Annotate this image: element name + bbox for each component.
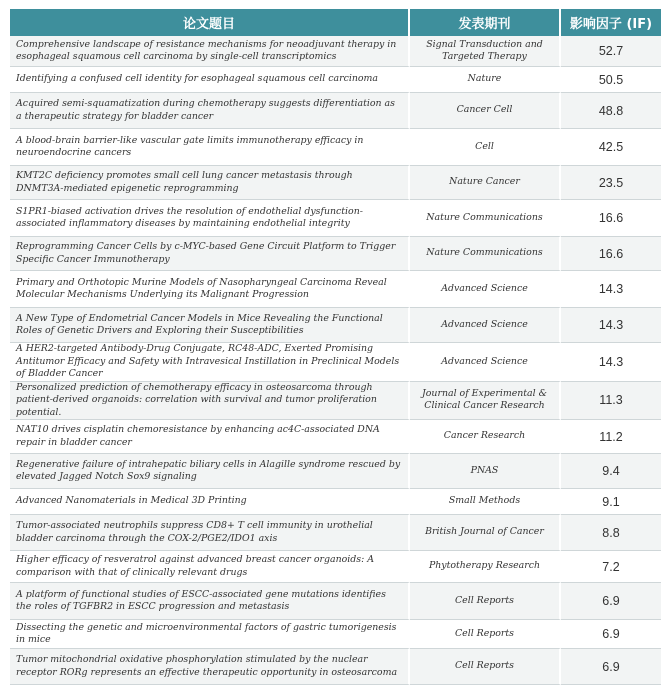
table-row: [10, 343, 661, 382]
paper-title: KMT2C deficiency promotes small cell lung cancer metastasis through DNMT3A-mediated epigenetic reprogramming: [10, 166, 410, 200]
table-row: [10, 237, 661, 271]
journal-name: Cell Reports: [410, 620, 561, 649]
paper-title: Personalized prediction of chemotherapy efficacy in osteosarcoma through patient-derived organoids: correlation with survival and tumor proliferation potential.: [10, 382, 410, 421]
table-row: [10, 649, 661, 685]
journal-name: Small Methods: [410, 489, 561, 515]
impact-factor: 9.1: [561, 489, 661, 515]
impact-factor: 23.5: [561, 166, 661, 200]
publications-table: [10, 9, 661, 685]
paper-title: Regenerative failure of intrahepatic biliary cells in Alagille syndrome rescued by elevated Jagged Notch Sox9 signaling: [10, 454, 410, 489]
table-row: [10, 129, 661, 166]
table-row: [10, 67, 661, 93]
table-row: [10, 551, 661, 583]
paper-title: Higher efficacy of resveratrol against advanced breast cancer organoids: A comparison with that of clinically relevant drugs: [10, 551, 410, 583]
journal-name: Nature Communications: [410, 237, 561, 271]
table-row: [10, 515, 661, 551]
impact-factor: 16.6: [561, 200, 661, 237]
table-row: [10, 489, 661, 515]
impact-factor: 6.9: [561, 649, 661, 685]
header-title: 论文题目: [10, 9, 410, 36]
impact-factor: 14.3: [561, 343, 661, 382]
journal-name: Nature Communications: [410, 200, 561, 237]
paper-title: Acquired semi-squamatization during chemotherapy suggests differentiation as a therapeutic strategy for bladder cancer: [10, 93, 410, 129]
journal-name: Advanced Science: [410, 343, 561, 382]
journal-name: PNAS: [410, 454, 561, 489]
paper-title: Primary and Orthotopic Murine Models of Nasopharyngeal Carcinoma Reveal Molecular Mechanisms Underlying its Malignant Progression: [10, 271, 410, 308]
impact-factor: 11.3: [561, 382, 661, 421]
journal-name: Cell Reports: [410, 649, 561, 685]
table-row: [10, 93, 661, 129]
journal-name: Cancer Cell: [410, 93, 561, 129]
paper-title: Advanced Nanomaterials in Medical 3D Printing: [10, 489, 410, 515]
table-row: [10, 308, 661, 343]
table-row: [10, 583, 661, 620]
impact-factor: 42.5: [561, 129, 661, 166]
journal-name: Nature Cancer: [410, 166, 561, 200]
impact-factor: 7.2: [561, 551, 661, 583]
journal-name: Cancer Research: [410, 420, 561, 454]
table-row: [10, 454, 661, 489]
journal-name: Cell Reports: [410, 583, 561, 620]
paper-title: NAT10 drives cisplatin chemoresistance by enhancing ac4C-associated DNA repair in bladder cancer: [10, 420, 410, 454]
paper-title: Identifying a confused cell identity for esophageal squamous cell carcinoma: [10, 67, 410, 93]
journal-name: Phytotherapy Research: [410, 551, 561, 583]
table-row: [10, 382, 661, 421]
impact-factor: 11.2: [561, 420, 661, 454]
paper-title: Tumor-associated neutrophils suppress CD8+ T cell immunity in urothelial bladder carcinoma through the COX-2/PGE2/IDO1 axis: [10, 515, 410, 551]
impact-factor: 48.8: [561, 93, 661, 129]
impact-factor: 52.7: [561, 36, 661, 67]
paper-title: Comprehensive landscape of resistance mechanisms for neoadjuvant therapy in esophageal squamous cell carcinoma by single-cell transcriptomics: [10, 36, 410, 67]
paper-title: A HER2-targeted Antibody-Drug Conjugate, RC48-ADC, Exerted Promising Antitumor Efficacy and Safety with Intravesical Instillation in Preclinical Models of Bladder Cancer: [10, 343, 410, 382]
journal-name: Cell: [410, 129, 561, 166]
table-row: [10, 36, 661, 67]
impact-factor: 16.6: [561, 237, 661, 271]
table-row: [10, 166, 661, 200]
journal-name: Advanced Science: [410, 271, 561, 308]
journal-name: Advanced Science: [410, 308, 561, 343]
paper-title: A New Type of Endometrial Cancer Models in Mice Revealing the Functional Roles of Genetic Drivers and Exploring their Susceptibilities: [10, 308, 410, 343]
table-row: [10, 420, 661, 454]
journal-name: Nature: [410, 67, 561, 93]
paper-title: Tumor mitochondrial oxidative phosphorylation stimulated by the nuclear receptor RORg represents an effective therapeutic opportunity in osteosarcoma: [10, 649, 410, 685]
table-row: [10, 200, 661, 237]
impact-factor: 14.3: [561, 271, 661, 308]
header-impact-factor: 影响因子 (IF): [561, 9, 661, 36]
paper-title: S1PR1-biased activation drives the resolution of endothelial dysfunction-associated inflammatory diseases by maintaining endothelial integrity: [10, 200, 410, 237]
table-row: [10, 620, 661, 649]
table-header: [10, 9, 661, 36]
paper-title: Dissecting the genetic and microenvironmental factors of gastric tumorigenesis in mice: [10, 620, 410, 649]
impact-factor: 8.8: [561, 515, 661, 551]
paper-title: A blood-brain barrier-like vascular gate limits immunotherapy efficacy in neuroendocrine cancers: [10, 129, 410, 166]
impact-factor: 14.3: [561, 308, 661, 343]
impact-factor: 6.9: [561, 620, 661, 649]
table-body: [10, 36, 661, 685]
paper-title: A platform of functional studies of ESCC-associated gene mutations identifies the roles of TGFBR2 in ESCC progression and metastasis: [10, 583, 410, 620]
paper-title: Reprogramming Cancer Cells by c-MYC-based Gene Circuit Platform to Trigger Specific Cancer Immunotherapy: [10, 237, 410, 271]
table-row: [10, 271, 661, 308]
impact-factor: 6.9: [561, 583, 661, 620]
journal-name: Journal of Experimental & Clinical Cancer Research: [410, 382, 561, 421]
impact-factor: 9.4: [561, 454, 661, 489]
impact-factor: 50.5: [561, 67, 661, 93]
journal-name: Signal Transduction and Targeted Therapy: [410, 36, 561, 67]
header-journal: 发表期刊: [410, 9, 561, 36]
journal-name: British Journal of Cancer: [410, 515, 561, 551]
